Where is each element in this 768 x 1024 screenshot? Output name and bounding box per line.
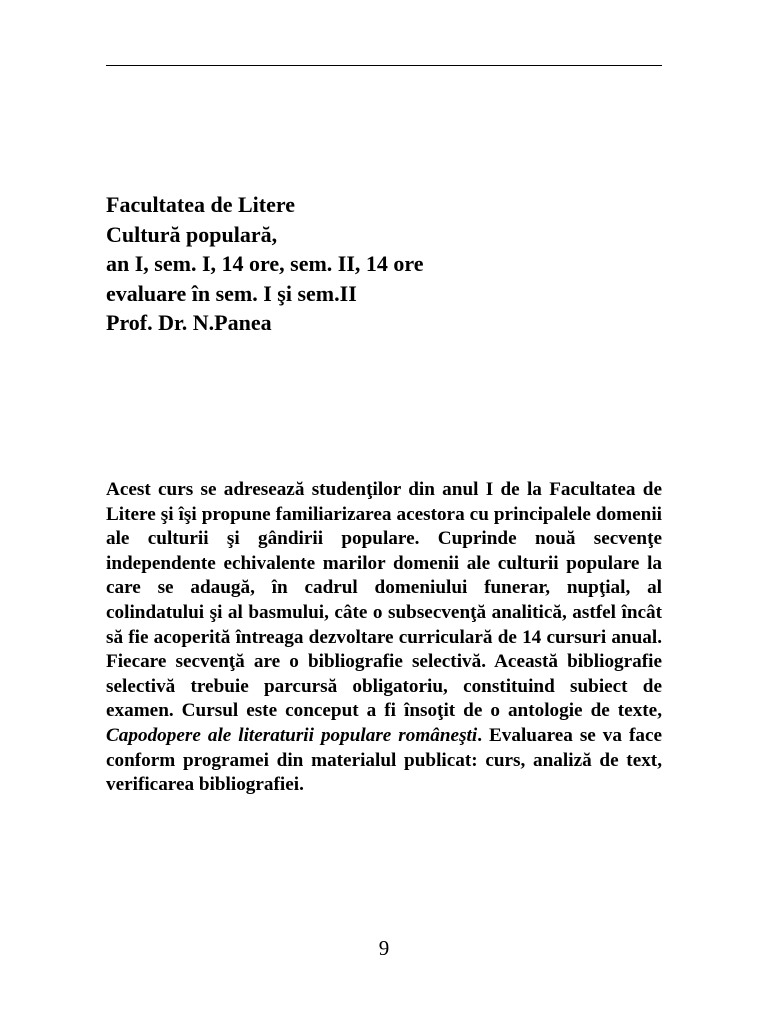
abstract-text-before: Acest curs se adresează studenţilor din anul I de la Facultatea de Litere şi îşi propune familiarizarea acestora cu principalele domenii ale culturii şi gândirii populare. Cuprinde nouă secvenţe independente echivalente marilor domenii ale culturii populare la care se adaugă, în cadrul domeniului funerar, nupţial, al colindatului şi al basmului, câte o subsecvenţă analitică, astfel încât să fie acoperită întreaga dezvoltare curriculară de 14 cursuri anual. Fiecare secvenţă are o bibliografie selectivă. Această bibliografie selectivă trebuie parcursă obligatoriu, constituind subiect de examen. Cursul este conceput a fi însoţit de o antologie de texte,: [106, 479, 662, 722]
course-title: Cultură populară,: [106, 221, 278, 247]
course-schedule: an I, sem. I, 14 ore, sem. II, 14 ore: [106, 251, 424, 276]
page-number: 9: [378, 936, 390, 960]
professor-name: Prof. Dr. N.Panea: [106, 310, 272, 335]
course-header: [106, 190, 666, 338]
header-rule: [106, 65, 662, 66]
evaluation-info: evaluare în sem. I şi sem.II: [106, 280, 357, 306]
course-abstract: [106, 478, 662, 798]
anthology-title: Capodopere ale literaturii populare româneşti: [106, 724, 478, 746]
abstract-text-after: . Evaluarea se va face conform programei din materialul publicat: curs, analiză de text, verificarea bibliografiei.: [106, 724, 662, 796]
faculty-name: Facultatea de Litere: [106, 192, 295, 217]
